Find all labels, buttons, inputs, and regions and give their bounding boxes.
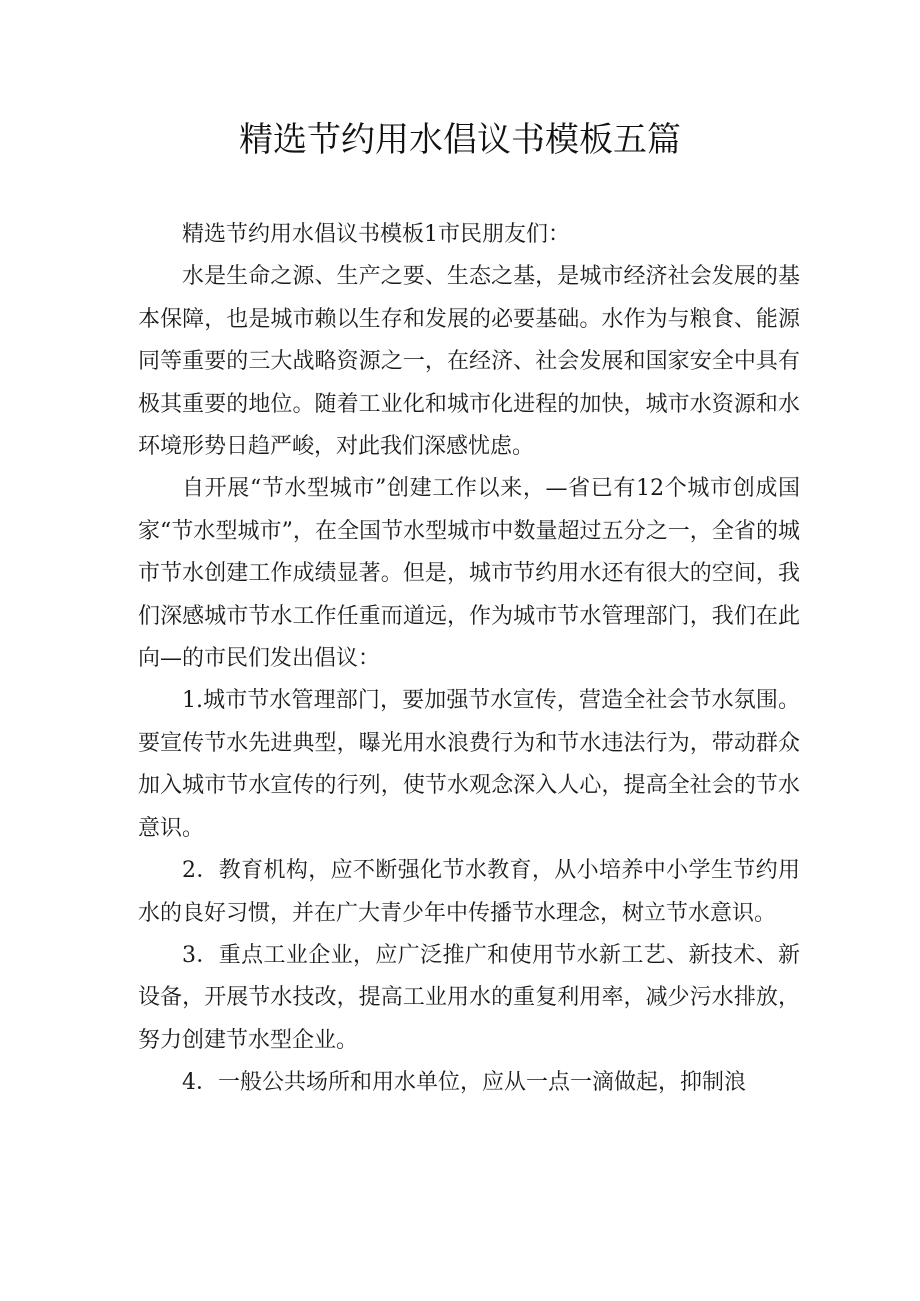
paragraph-salutation: 精选节约用水倡议书模板1市民朋友们： <box>182 222 570 247</box>
paragraph-water-saving-city: 自开展“节水型城市”创建工作以来，—省已有12个城市创成国家“节水型城市”，在全国节水型城市中数量超过五分之一，全省的城市节水创建工作成绩显著。但是，城市节约用水还有很大的空间，我们深感城市节水工作任重而道远，作为城市节水管理部门，我们在此向—的市民们发出倡议： <box>138 476 800 672</box>
paragraph-item-1: 1.城市节水管理部门，要加强节水宣传，营造全社会节水氛围。要宣传节水先进典型，曝光用水浪费行为和节水违法行为，带动群众加入城市节水宣传的行列，使节水观念深入人心，提高全社会的节水意识。 <box>138 688 800 841</box>
paragraph-item-3: 3．重点工业企业，应广泛推广和使用节水新工艺、新技术、新设备，开展节水技改，提高工业用水的重复利用率，减少污水排放，努力创建节水型企业。 <box>138 942 800 1053</box>
document-title: 精选节约用水倡议书模板五篇 <box>239 120 681 160</box>
paragraph-water-importance: 水是生命之源、生产之要、生态之基，是城市经济社会发展的基本保障，也是城市赖以生存和发展的必要基础。水作为与粮食、能源同等重要的三大战略资源之一，在经济、社会发展和国家安全中具有极其重要的地位。随着工业化和城市化进程的加快，城市水资源和水环境形势日趋严峻，对此我们深感忧虑。 <box>138 264 800 460</box>
document-body <box>138 214 800 1105</box>
paragraph-item-2: 2．教育机构，应不断强化节水教育，从小培养中小学生节约用水的良好习惯，并在广大青少年中传播节水理念，树立节水意识。 <box>138 858 800 926</box>
paragraph-item-4: 4．一般公共场所和用水单位，应从一点一滴做起，抑制浪 <box>182 1070 746 1096</box>
